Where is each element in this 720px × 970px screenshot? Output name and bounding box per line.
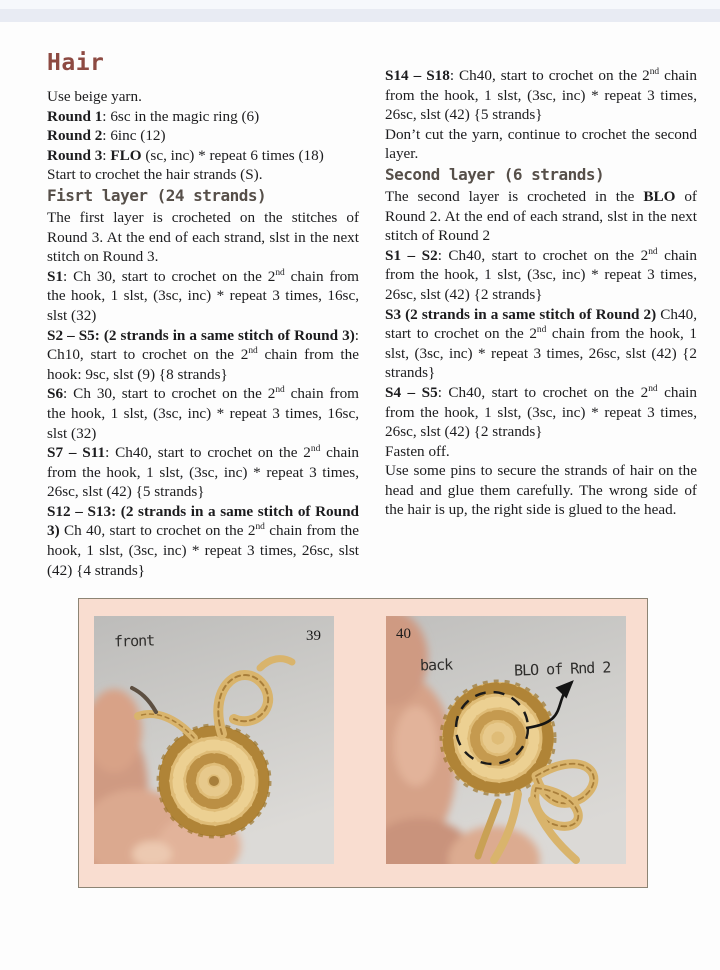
paragraph: S7 – S11: Ch40, start to crochet on the 2nd chain from the hook, 1 slst, (3sc, inc) * repeat 3 times, 26sc, slst (42) {5 strands} xyxy=(47,444,360,501)
paragraph: The second layer is crocheted in the BLO of Round 2. At the end of each strand, slst in the next stitch of Round 2 xyxy=(385,187,697,245)
section-heading: Fisrt layer (24 strands) xyxy=(47,185,267,205)
paragraph: Don’t cut the yarn, continue to crochet the second layer. xyxy=(385,125,697,163)
blo-annotation-label: BLO of Rnd 2 xyxy=(513,658,611,680)
paragraph: S3 (2 strands in a same stitch of Round 2) Ch40, start to crochet on the 2nd chain from the hook, 1 slst, (3sc, inc) * repeat 3 times, 26sc, slst (42) {2 strands} xyxy=(385,305,697,382)
paragraph: S1: Ch 30, start to crochet on the 2nd chain from the hook, 1 slst, (3sc, inc) * repeat 3 times, 16sc, slst (32) xyxy=(47,267,359,324)
paragraph: S12 – S13: (2 strands in a same stitch of Round 3) Ch 40, start to crochet on the 2nd chain from the hook, 1 slst, (3sc, inc) * repeat 3 times, 26sc, slst (42) {4 strands} xyxy=(47,502,359,579)
back-photo-number: 40 xyxy=(396,626,411,642)
left-column xyxy=(47,50,359,580)
photo-panel xyxy=(78,598,648,888)
photo-back xyxy=(386,616,626,864)
paragraph: Use beige yarn. xyxy=(47,88,142,105)
paragraph: Use some pins to secure the strands of hair on the head and glue them carefully. The wrong side of the hair is up, the right side is glued to the head. xyxy=(385,462,697,519)
page-title: Hair xyxy=(47,50,105,76)
paragraph: Round 1: 6sc in the magic ring (6) xyxy=(47,107,260,125)
right-column xyxy=(385,50,697,580)
paragraph: Fasten off. xyxy=(385,442,450,460)
paragraph: Start to crochet the hair strands (S). xyxy=(47,166,263,184)
section-heading: Second layer (6 strands) xyxy=(385,164,605,184)
paragraph: S6: Ch 30, start to crochet on the 2nd chain from the hook, 1 slst, (3sc, inc) * repeat 3 times, 16sc, slst (32) xyxy=(47,385,359,442)
crochet-disc-front xyxy=(158,725,270,837)
front-photo-illustration xyxy=(94,616,334,864)
back-photo-illustration xyxy=(386,616,626,864)
paragraph: Round 3: FLO (sc, inc) * repeat 6 times (18) xyxy=(47,146,324,164)
photo-front xyxy=(94,616,334,864)
paragraph: S14 – S18: Ch40, start to crochet on the 2nd chain from the hook, 1 slst, (3sc, inc) * repeat 3 times, 26sc, slst (42) {5 strands} xyxy=(385,66,697,124)
front-photo-label: front xyxy=(113,631,155,651)
front-photo-number: 39 xyxy=(306,628,321,644)
paragraph: S2 – S5: (2 strands in a same stitch of Round 3): Ch10, start to crochet on the 2nd chain from the hook: 9sc, slst (9) {8 strands} xyxy=(47,326,359,383)
paragraph: S1 – S2: Ch40, start to crochet on the 2nd chain from the hook, 1 slst, (3sc, inc) * repeat 3 times, 26sc, slst (42) {2 strands} xyxy=(385,246,697,303)
page-top-edge xyxy=(0,0,720,9)
paragraph: The first layer is crocheted on the stitches of Round 3. At the end of each strand, slst in the next stitch on Round 3. xyxy=(47,208,359,266)
text-columns xyxy=(47,50,697,580)
back-photo-label: back xyxy=(419,655,453,675)
page-top-band xyxy=(0,9,720,22)
paragraph: Round 2: 6inc (12) xyxy=(47,127,166,145)
paragraph: S4 – S5: Ch40, start to crochet on the 2nd chain from the hook, 1 slst, (3sc, inc) * repeat 3 times, 26sc, slst (42) {2 strands} xyxy=(385,383,697,441)
